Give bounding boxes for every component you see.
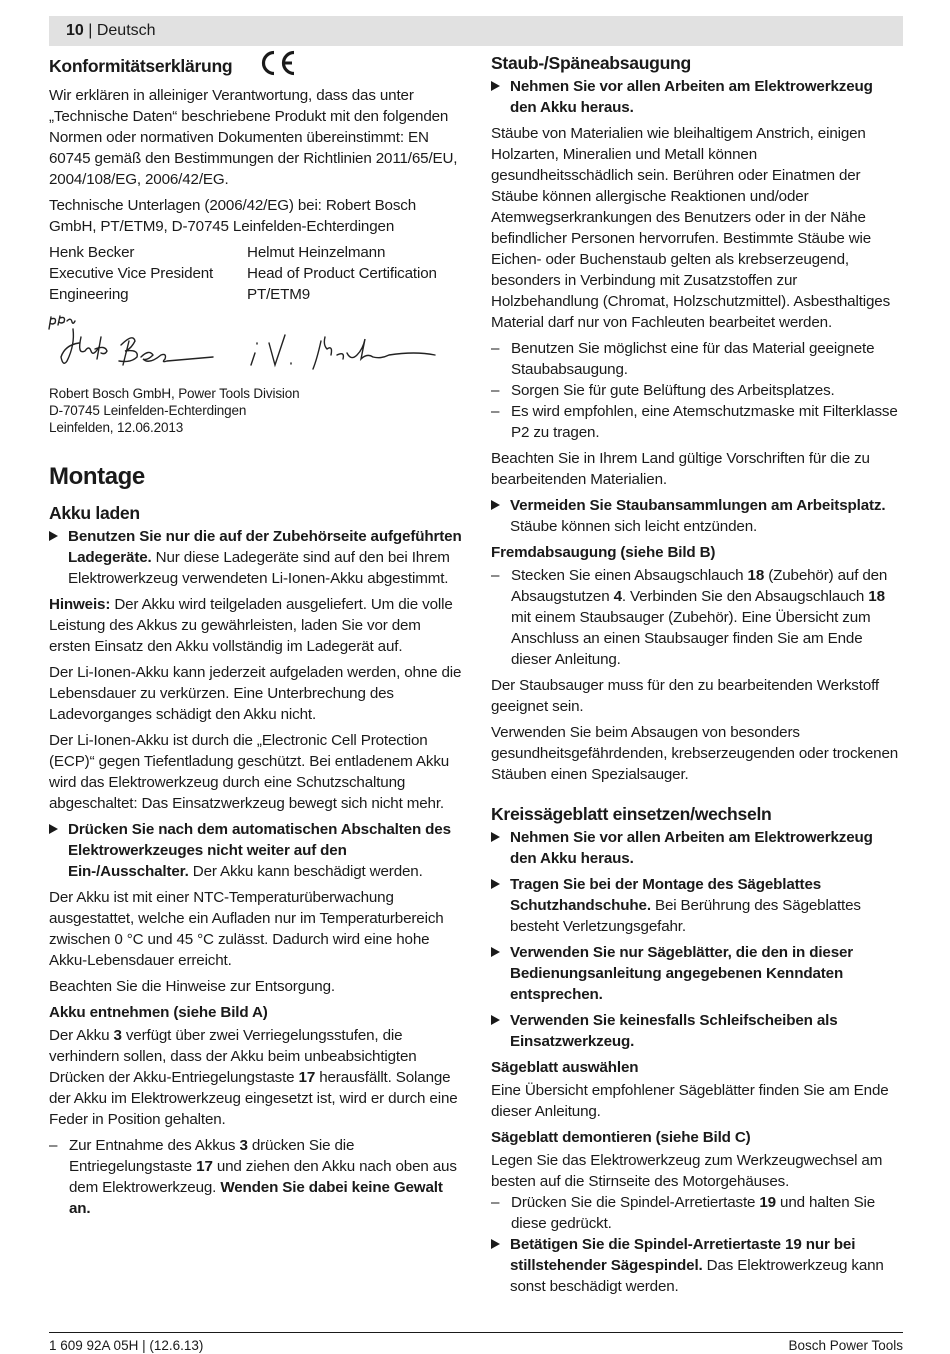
fremdabsaugung-heading: Fremdabsaugung (siehe Bild B) xyxy=(491,544,716,561)
dash-item xyxy=(491,338,903,380)
bullet-schutzhandschuhe xyxy=(491,874,903,937)
address-block xyxy=(49,385,463,436)
triangle-bullet-icon xyxy=(49,824,58,834)
page-number: 10 xyxy=(66,22,84,39)
bullet-bold: Nehmen Sie vor allen Arbeiten am Elektrowerkzeug den Akku heraus. xyxy=(510,829,873,867)
handwritten-signatures xyxy=(45,315,445,381)
demontieren-paragraph: Legen Sie das Elektrowerkzeug zum Werkzeugwechsel am besten auf die Stirnseite des Motorgehäuses. xyxy=(491,1152,883,1190)
dash-bullet: – xyxy=(491,403,500,420)
vorschriften-paragraph: Beachten Sie in Ihrem Land gültige Vorschriften für die zu bearbeitenden Materialien. xyxy=(491,450,870,488)
bullet-staubansammlungen xyxy=(491,495,903,537)
text-run: Der Akku xyxy=(49,1027,114,1044)
signatory-1-dept: Engineering xyxy=(49,286,129,303)
triangle-bullet-icon xyxy=(491,1015,500,1025)
bullet-text: Der Akku kann beschädigt werden. xyxy=(188,863,423,880)
ntc-paragraph: Der Akku ist mit einer NTC-Temperaturüberwachung ausgestattet, welche ein Aufladen nur im Temperaturbereich zwischen 0 °C und 45 °C zulässt. Dadurch wird eine hohe Akku-Lebensdauer erreicht. xyxy=(49,889,444,969)
conformity-heading xyxy=(49,52,463,83)
address-date: Leinfelden, 12.06.2013 xyxy=(49,420,184,435)
text-run: Es wird empfohlen, eine Atemschutzmaske mit Filterklasse P2 zu tragen. xyxy=(511,403,898,441)
ref-number: 18 xyxy=(747,567,765,584)
saegeblatt-auswaehlen-heading: Sägeblatt auswählen xyxy=(491,1059,639,1076)
dash-item xyxy=(491,380,903,401)
ce-mark-icon xyxy=(258,50,298,81)
bullet-bold: Verwenden Sie nur Sägeblätter, die den in dieser Bedienungsanleitung angegebenen Kenndaten entsprechen. xyxy=(510,944,854,1003)
hinweis-text: Der Akku wird teilgeladen ausgeliefert. Um die volle Leistung des Akkus zu gewährleisten, laden Sie vor dem ersten Einsatz den Akku vollständig im Ladegerät auf. xyxy=(49,596,453,655)
text-run: drücken Sie die Entriegelungstaste xyxy=(69,1137,355,1175)
text-run: und halten Sie diese gedrückt. xyxy=(511,1194,876,1232)
montage-title: Montage xyxy=(49,463,145,490)
address-line-1: Robert Bosch GmbH, Power Tools Division xyxy=(49,386,300,401)
staub-dash-list xyxy=(491,338,903,443)
bullet-ausschalter xyxy=(49,819,463,882)
bullet-text: Das Elektrowerkzeug kann sonst beschädigt werden. xyxy=(510,1257,884,1295)
signatory-2-name: Helmut Heinzelmann xyxy=(247,244,386,261)
triangle-bullet-icon xyxy=(491,1239,500,1249)
text-run: herausfällt. Solange der Akku im Elektrowerkzeug eingesetzt ist, wird er durch eine Feder in Position gehalten. xyxy=(49,1069,458,1128)
text-run: Sorgen Sie für gute Belüftung des Arbeitsplatzes. xyxy=(511,382,835,399)
spezialsauger-paragraph: Verwenden Sie beim Absaugen von besonders gesundheitsgefährdenden, krebserzeugenden oder trockenen Stäuben einen Spezialsauger. xyxy=(491,724,899,783)
ecp-paragraph: Der Li-Ionen-Akku ist durch die „Electronic Cell Protection (ECP)“ gegen Tiefentladung geschützt. Bei entladenem Akku wird das Elektrowerkzeug durch eine Schutzschaltung abgeschaltet: Das Einsatzwerkzeug bewegt sich nicht mehr. xyxy=(49,732,450,812)
signatory-2-dept: PT/ETM9 xyxy=(247,286,311,303)
footer-rule xyxy=(49,1332,903,1333)
dash-bullet: – xyxy=(49,1137,58,1154)
header-bar xyxy=(49,16,903,46)
conformity-text: Wir erklären in alleiniger Verantwortung, dass das unter „Technische Daten“ beschriebene Produkt mit den folgenden Normen oder normativen Dokumenten übereinstimmt: EN 60745 gemäß den Bestimmungen der Richtlinien 2011/65/EU, 2004/108/EG, 2006/42/EG. xyxy=(49,87,458,188)
text-run: . Verbinden Sie den Absaugschlauch xyxy=(621,588,869,605)
signatory-1 xyxy=(49,242,247,305)
triangle-bullet-icon xyxy=(491,832,500,842)
triangle-bullet-icon xyxy=(491,81,500,91)
staub-heading: Staub-/Späneabsaugung xyxy=(491,53,691,73)
bullet-text: Stäube können sich leicht entzünden. xyxy=(510,518,758,535)
bullet-text: Bei Berührung des Sägeblattes besteht Verletzungsgefahr. xyxy=(510,897,861,935)
bullet-ladegeraete xyxy=(49,526,463,589)
header-language: Deutsch xyxy=(96,22,156,39)
address-line-2: D-70745 Leinfelden-Echterdingen xyxy=(49,403,247,418)
dash-bullet: – xyxy=(491,1194,500,1211)
ref-number: 17 xyxy=(298,1069,316,1086)
signatory-2 xyxy=(247,242,463,305)
ref-number: 3 xyxy=(113,1027,122,1044)
signatory-2-title: Head of Product Certification xyxy=(247,265,437,282)
signatory-1-name: Henk Becker xyxy=(49,244,135,261)
dash-item-arretiertaste xyxy=(491,1192,903,1234)
bullet-schleifscheiben xyxy=(491,1010,903,1052)
ref-number: 4 xyxy=(613,588,622,605)
text-run: verfügt über zwei Verriegelungsstufen, die verhindern sollen, dass der Akku beim unbeabsichtigten Drücken der Akku-Entriegelungstaste xyxy=(49,1027,417,1086)
bullet-saegeblaetter xyxy=(491,942,903,1005)
dash-bullet: – xyxy=(491,382,500,399)
dash-item-absaugschlauch xyxy=(491,565,903,670)
bullet-bold: Verwenden Sie keinesfalls Schleifscheiben als Einsatzwerkzeug. xyxy=(510,1012,838,1050)
saegeblatt-demontieren-heading: Sägeblatt demontieren (siehe Bild C) xyxy=(491,1129,751,1146)
ref-number: 18 xyxy=(868,588,885,605)
signatory-1-title: Executive Vice President xyxy=(49,265,214,282)
ref-number: 17 xyxy=(196,1158,213,1175)
ce-mark-svg xyxy=(258,50,298,76)
triangle-bullet-icon xyxy=(49,531,58,541)
akku-entnehmen-paragraph xyxy=(49,1025,463,1130)
ref-number: 3 xyxy=(239,1137,248,1154)
auswaehlen-paragraph: Eine Übersicht empfohlener Sägeblätter finden Sie am Ende dieser Anleitung. xyxy=(491,1082,889,1120)
dash-bullet: – xyxy=(491,340,500,357)
triangle-bullet-icon xyxy=(491,500,500,510)
technical-docs-text: Technische Unterlagen (2006/42/EG) bei: Robert Bosch GmbH, PT/ETM9, D-70745 Leinfelden-Echterdingen xyxy=(49,197,417,235)
footer-doc-number: 1 609 92A 05H | (12.6.13) xyxy=(49,1338,204,1353)
text-run: Benutzen Sie möglichst eine für das Material geeignete Staubabsaugung. xyxy=(511,340,875,378)
bullet-bold: Benutzen Sie nur die auf der Zubehörseite aufgeführten Ladegeräte. xyxy=(68,528,462,566)
kreissaegeblatt-heading: Kreissägeblatt einsetzen/wechseln xyxy=(491,804,772,824)
staub-paragraph: Stäube von Materialien wie bleihaltigem Anstrich, einigen Holzarten, Mineralien und Metall können gesundheitsschädlich sein. Berühren oder Einatmen der Stäube können allergische Reaktionen und/oder Atemwegserkrankungen des Benutzers oder in der Nähe befindlicher Personen hervorrufen. Bestimmte Stäube wie Eichen- oder Buchenstaub gelten als krebserzeugend, besonders in Verbindung mit Zusatzstoffen zur Holzbehandlung (Chromat, Holzschutzmittel). Asbesthaltiges Material darf nur von Fachleuten bearbeitet werden. xyxy=(491,125,891,331)
bullet-stillstehend xyxy=(491,1234,903,1297)
staubsauger-paragraph: Der Staubsauger muss für den zu bearbeitenden Werkstoff geeignet sein. xyxy=(491,677,879,715)
bullet-akku-heraus xyxy=(491,76,903,118)
hinweis-paragraph xyxy=(49,594,463,657)
text-run: Stecken Sie einen Absaugschlauch xyxy=(511,567,748,584)
triangle-bullet-icon xyxy=(491,879,500,889)
bullet-bold: Nehmen Sie vor allen Arbeiten am Elektrowerkzeug den Akku heraus. xyxy=(510,78,873,116)
dash-bullet: – xyxy=(491,567,500,584)
text-run: Drücken Sie die Spindel-Arretiertaste xyxy=(511,1194,760,1211)
ref-number: 19 xyxy=(759,1194,776,1211)
text-run: und ziehen den Akku nach oben aus dem Elektrowerkzeug. xyxy=(69,1158,457,1196)
text-run: Zur Entnahme des Akkus xyxy=(69,1137,240,1154)
bullet-bold: Drücken Sie nach dem automatischen Abschalten des Elektrowerkzeuges nicht weiter auf den Ein-/Ausschalter. xyxy=(68,821,451,880)
conformity-title: Konformitätserklärung xyxy=(49,56,233,77)
bullet-akku-heraus-2 xyxy=(491,827,903,869)
akku-laden-heading: Akku laden xyxy=(49,503,140,523)
dash-item-entnahme xyxy=(49,1135,463,1219)
akku-entnehmen-heading: Akku entnehmen (siehe Bild A) xyxy=(49,1004,268,1021)
triangle-bullet-icon xyxy=(491,947,500,957)
bullet-bold: Vermeiden Sie Staubansammlungen am Arbeitsplatz. xyxy=(510,497,886,514)
warning-text: Wenden Sie dabei keine Gewalt an. xyxy=(69,1179,443,1217)
bullet-bold: Tragen Sie bei der Montage des Sägeblattes Schutzhandschuhe. xyxy=(510,876,822,914)
left-column xyxy=(49,52,463,1219)
text-run: mit einem Staubsauger (Zubehör). Eine Übersicht zum Anschluss an einen Staubsauger finden Sie am Ende dieser Anleitung. xyxy=(511,609,871,668)
liion-paragraph: Der Li-Ionen-Akku kann jederzeit aufgeladen werden, ohne die Lebensdauer zu verkürzen. Eine Unterbrechung des Ladevorganges schädigt den Akku nicht. xyxy=(49,664,462,723)
footer-brand: Bosch Power Tools xyxy=(788,1338,903,1353)
right-column xyxy=(491,52,903,1302)
page-header: 10 | Deutsch xyxy=(66,22,156,39)
signatories xyxy=(49,242,463,305)
dash-item xyxy=(491,401,903,443)
entsorgung-paragraph: Beachten Sie die Hinweise zur Entsorgung. xyxy=(49,978,335,995)
bullet-text: Nur diese Ladegeräte sind auf den bei Ihrem Elektrowerkzeug verwendeten Li-Ionen-Akku abgestimmt. xyxy=(68,549,450,587)
hinweis-label: Hinweis: xyxy=(49,596,111,613)
bullet-bold: Betätigen Sie die Spindel-Arretiertaste 19 nur bei stillstehender Sägespindel. xyxy=(510,1236,856,1274)
text-run: (Zubehör) auf den Absaugstutzen xyxy=(511,567,888,605)
